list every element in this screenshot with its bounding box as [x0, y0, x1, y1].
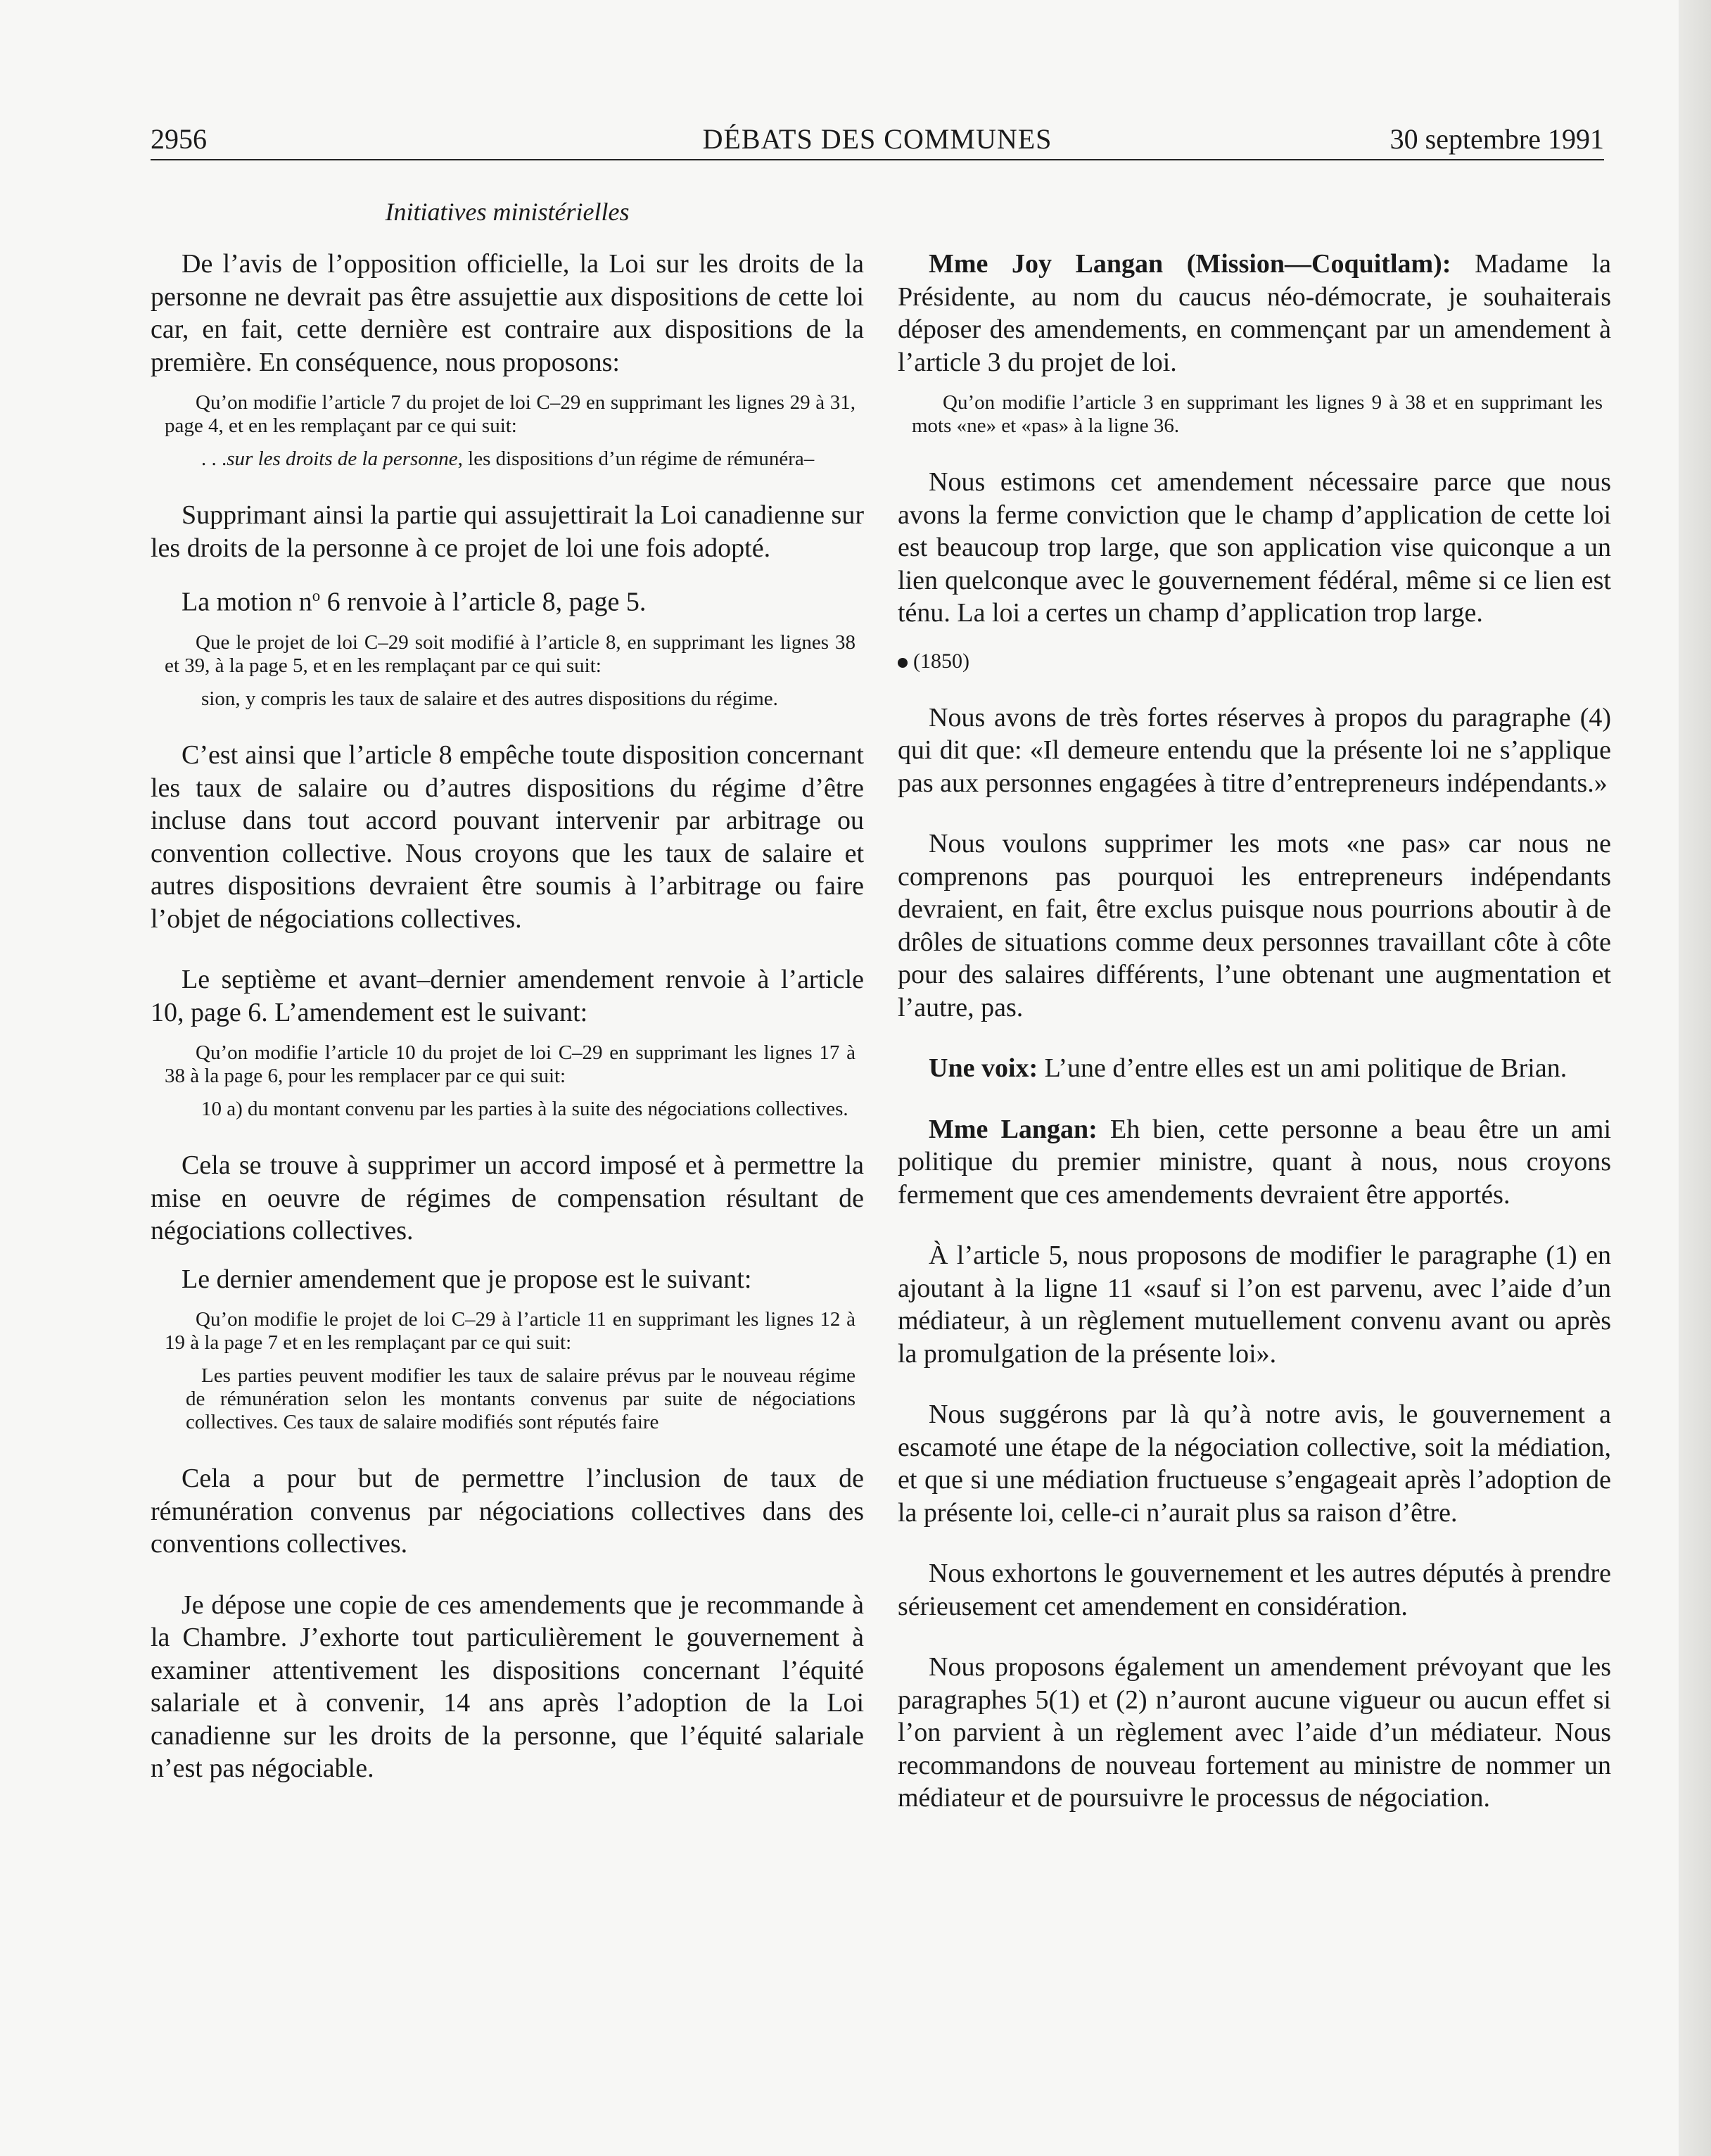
motion-superscript: o — [312, 587, 321, 604]
paragraph: Cela a pour but de permettre l’inclusion de taux de rémunération convenus par négociations collectives dans des conventions collectives. — [151, 1464, 864, 1559]
italic-phrase: sur les droits de la personne — [227, 448, 458, 470]
paragraph: Nous proposons également un amendement prévoyant que les paragraphes 5(1) et (2) n’auront aucune vigueur ou aucun effet si l’on parvient à un règlement avec l’aide d’un médiateur. Nous recommandons de nouveau fortement au ministre de nommer un médiateur et de poursuivre le processus de négociation. — [898, 1652, 1611, 1813]
amendment-text: 10 a) du montant convenu par les parties à la suite des négociations collectives. — [201, 1098, 848, 1121]
paragraph: À l’article 5, nous proposons de modifier le paragraphe (1) en ajoutant à la ligne 11 «sauf si l’on est parvenu, avec l’aide d’un médiateur, à un règlement mutuellement convenu avant ou après la promulgation de la présente loi». — [898, 1241, 1611, 1369]
amendment-text-rest: , les dispositions d’un régime de rémunéra– — [457, 448, 815, 470]
paragraph: Nous suggérons par là qu’à notre avis, le gouvernement a escamoté une étape de la négociation collective, soit la médiation, et que si une médiation fructueuse s’engageait après l’adoption de la présente loi, celle-ci n’aurait plus sa raison d’être. — [898, 1400, 1611, 1528]
amendment-quote: Qu’on modifie l’article 10 du projet de loi C–29 en supprimant les lignes 17 à 38 à la page 6, pour les remplacer par ce qui suit: — [165, 1041, 856, 1088]
ellipsis: . . . — [201, 448, 227, 470]
paragraph: Le dernier amendement que je propose est le suivant: — [182, 1264, 752, 1294]
page-header — [151, 118, 1604, 160]
amendment-text: Les parties peuvent modifier les taux de salaire prévus par le nouveau régime de rémunération selon les montants convenus par suite de négociations collectives. Ces taux de salaire modifiés sont réputés faire — [186, 1364, 856, 1434]
speaker-name: Mme Langan: — [929, 1114, 1098, 1144]
paragraph: Nous voulons supprimer les mots «ne pas» car nous ne comprenons pas pourquoi les entrepreneurs indépendants devraient, en fait, être exclus puisque nous pourrions aboutir à de drôles de situations comme deux personnes travaillant côte à côte pour des salaires différents, l’une obtenant une augmentation et l’autre, pas. — [898, 829, 1611, 1022]
amendment-quote: Qu’on modifie l’article 3 en supprimant les lignes 9 à 38 et en supprimant les mots «ne» et «pas» à la ligne 36. — [912, 391, 1603, 437]
paragraph: Supprimant ainsi la partie qui assujettirait la Loi canadienne sur les droits de la personne à ce projet de loi une fois adopté. — [151, 500, 864, 563]
timestamp-text: (1850) — [913, 649, 969, 673]
amendment-text: sion, y compris les taux de salaire et des autres dispositions du régime. — [201, 687, 778, 711]
paragraph: Je dépose une copie de ces amendements que je recommande à la Chambre. J’exhorte tout particulièrement le gouvernement à examiner attentivement les dispositions concernant l’équité salariale et à convenir, 14 ans après l’adoption de la Loi canadienne sur les droits de la personne, que l’équité salariale n’est pas négociable. — [151, 1590, 864, 1784]
amendment-quote: Que le projet de loi C–29 soit modifié à l’article 8, en supprimant les lignes 38 et 39, à la page 5, et en les remplaçant par ce qui suit: — [165, 631, 856, 678]
speech-text: Madame la Présidente, au nom du caucus néo-démocrate, je souhaiterais déposer des amendements, en commençant par un amendement à l’article 3 du projet de loi. — [898, 249, 1611, 377]
amendment-text — [151, 448, 864, 471]
paragraph: Nous estimons cet amendement nécessaire parce que nous avons la ferme conviction que le champ d’application de cette loi est beaucoup trop large, que son application vise quiconque a un lien quelconque avec le gouvernement fédéral, même si ce lien est ténu. La loi a certes un champ d’application trop large. — [898, 467, 1611, 628]
amendment-quote: Qu’on modifie l’article 7 du projet de loi C–29 en supprimant les lignes 29 à 31, page 4, et en les remplaçant par ce qui suit: — [165, 391, 856, 437]
paragraph: De l’avis de l’opposition officielle, la Loi sur les droits de la personne ne devrait pas être assujettie aux dispositions de cette loi car, en fait, cette dernière est contraire aux dispositions de la première. En conséquence, nous proposons: — [151, 249, 864, 377]
section-title: Initiatives ministérielles — [385, 198, 630, 226]
page-number: 2956 — [151, 123, 207, 155]
bullet-icon — [898, 658, 908, 668]
right-column — [898, 197, 1611, 1815]
paragraph: Nous exhortons le gouvernement et les autres députés à prendre sérieusement cet amendement en considération. — [898, 1559, 1611, 1621]
speech-text: L’une d’entre elles est un ami politique de Brian. — [1038, 1053, 1567, 1083]
timestamp — [898, 649, 1611, 673]
motion-text-start: La motion n — [182, 587, 312, 617]
amendment-quote: Qu’on modifie le projet de loi C–29 à l’article 11 en supprimant les lignes 12 à 19 à la page 7 et en les remplaçant par ce qui suit: — [165, 1308, 856, 1355]
speaker-name: Mme Joy Langan (Mission—Coquitlam): — [929, 249, 1451, 279]
page-edge-shadow — [1679, 0, 1711, 2156]
motion-text-end: 6 renvoie à l’article 8, page 5. — [320, 587, 647, 617]
speaker-name: Une voix: — [929, 1053, 1038, 1083]
speech-text: Eh bien, cette personne a beau être un ami politique du premier ministre, quant à nous, nous croyons fermement que ces amendements devraient être apportés. — [898, 1114, 1611, 1210]
publication-title: DÉBATS DES COMMUNES — [702, 123, 1052, 155]
speech-paragraph — [898, 1113, 1611, 1212]
paragraph: C’est ainsi que l’article 8 empêche toute disposition concernant les taux de salaire ou d’autres dispositions du régime d’être incluse dans tout accord pouvant intervenir par arbitrage ou convention collective. Nous croyons que les taux de salaire et autres dispositions devraient être soumis à l’arbitrage ou faire l’objet de négociations collectives. — [151, 740, 864, 934]
paragraph: Cela se trouve à supprimer un accord imposé et à permettre la mise en oeuvre de régimes de compensation résultant de négociations collectives. — [151, 1150, 864, 1246]
paragraph: Nous avons de très fortes réserves à propos du paragraphe (4) qui dit que: «Il demeure entendu que la présente loi ne s’applique pas aux personnes engagées à titre d’entrepreneurs indépendants.» — [898, 702, 1611, 798]
left-column — [151, 197, 864, 1785]
speech-paragraph — [898, 1052, 1611, 1085]
paragraph: Le septième et avant–dernier amendement renvoie à l’article 10, page 6. L’amendement est le suivant: — [151, 965, 864, 1027]
paragraph — [151, 580, 864, 619]
speech-paragraph — [898, 248, 1611, 379]
publication-date: 30 septembre 1991 — [1389, 123, 1604, 155]
